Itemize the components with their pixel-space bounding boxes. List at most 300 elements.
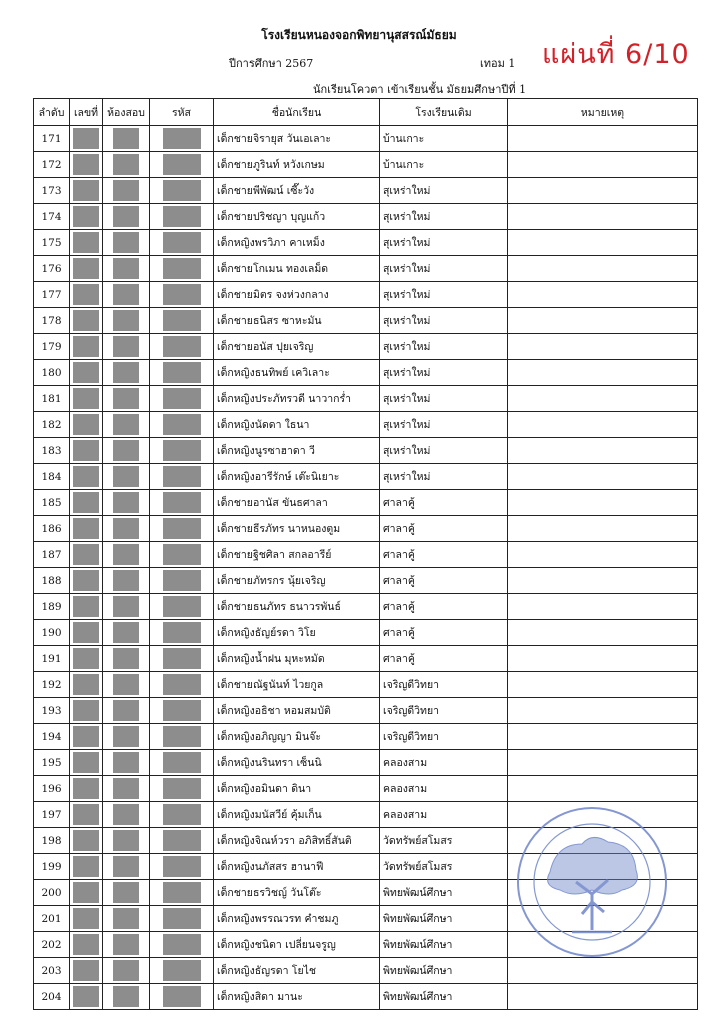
note-cell	[508, 516, 698, 542]
redaction-block	[113, 414, 139, 435]
previous-school: วัดทรัพย์สโมสร	[380, 828, 508, 854]
redaction-block	[163, 518, 201, 539]
previous-school: ศาลาคู้	[380, 516, 508, 542]
row-number: 179	[34, 334, 70, 360]
redaction-block	[163, 570, 201, 591]
redacted-id	[70, 854, 103, 880]
previous-school: คลองสาม	[380, 776, 508, 802]
redacted-room	[103, 776, 150, 802]
redaction-block	[73, 544, 99, 565]
redaction-block	[113, 830, 139, 851]
redacted-id	[70, 516, 103, 542]
redaction-block	[163, 180, 201, 201]
previous-school: พิทยพัฒน์ศึกษา	[380, 906, 508, 932]
redacted-room	[103, 152, 150, 178]
table-row	[34, 386, 698, 412]
redaction-block	[113, 596, 139, 617]
row-number: 194	[34, 724, 70, 750]
row-number: 199	[34, 854, 70, 880]
previous-school: ศาลาคู้	[380, 594, 508, 620]
redacted-room	[103, 386, 150, 412]
student-name: เด็กหญิงประภัทรวดี นาวากร่ำ	[214, 386, 380, 412]
redaction-block	[73, 830, 99, 851]
row-number: 197	[34, 802, 70, 828]
row-number: 178	[34, 308, 70, 334]
row-number: 180	[34, 360, 70, 386]
table-row	[34, 204, 698, 230]
previous-school: สุเหร่าใหม่	[380, 464, 508, 490]
redaction-block	[113, 908, 139, 929]
row-number: 191	[34, 646, 70, 672]
previous-school: สุเหร่าใหม่	[380, 308, 508, 334]
redacted-id	[70, 152, 103, 178]
student-name: เด็กชายปริชญา บุญแก้ว	[214, 204, 380, 230]
row-number: 173	[34, 178, 70, 204]
note-cell	[508, 542, 698, 568]
redaction-block	[163, 674, 201, 695]
previous-school: วัดทรัพย์สโมสร	[380, 854, 508, 880]
previous-school: พิทยพัฒน์ศึกษา	[380, 958, 508, 984]
row-number: 193	[34, 698, 70, 724]
redacted-code	[150, 490, 214, 516]
redacted-id	[70, 360, 103, 386]
redaction-block	[163, 986, 201, 1007]
redaction-block	[73, 570, 99, 591]
previous-school: สุเหร่าใหม่	[380, 360, 508, 386]
redaction-block	[163, 206, 201, 227]
redaction-block	[73, 726, 99, 747]
redaction-block	[113, 882, 139, 903]
redacted-room	[103, 360, 150, 386]
redaction-block	[113, 804, 139, 825]
redacted-code	[150, 152, 214, 178]
redaction-block	[113, 648, 139, 669]
table-row	[34, 984, 698, 1010]
redacted-code	[150, 594, 214, 620]
redaction-block	[163, 492, 201, 513]
student-name: เด็กหญิงอธิชา หอมสมบัติ	[214, 698, 380, 724]
redacted-room	[103, 802, 150, 828]
redacted-code	[150, 386, 214, 412]
redacted-room	[103, 958, 150, 984]
table-row	[34, 672, 698, 698]
note-cell	[508, 984, 698, 1010]
redacted-code	[150, 776, 214, 802]
redacted-code	[150, 906, 214, 932]
redacted-room	[103, 750, 150, 776]
student-name: เด็กชายธรวิชญ์ วันโต๊ะ	[214, 880, 380, 906]
redacted-id	[70, 594, 103, 620]
redacted-id	[70, 698, 103, 724]
redacted-id	[70, 802, 103, 828]
redacted-id	[70, 282, 103, 308]
previous-school: สุเหร่าใหม่	[380, 282, 508, 308]
redaction-block	[73, 804, 99, 825]
row-number: 172	[34, 152, 70, 178]
redaction-block	[113, 570, 139, 591]
student-name: เด็กหญิงน้ำฝน มุหะหมัด	[214, 646, 380, 672]
redaction-block	[73, 154, 99, 175]
table-row	[34, 646, 698, 672]
redacted-room	[103, 412, 150, 438]
redaction-block	[73, 674, 99, 695]
header-room: ห้องสอบ	[103, 99, 150, 126]
row-number: 192	[34, 672, 70, 698]
table-row	[34, 724, 698, 750]
redaction-block	[113, 674, 139, 695]
redacted-code	[150, 542, 214, 568]
redaction-block	[73, 934, 99, 955]
redacted-id	[70, 386, 103, 412]
redaction-block	[113, 180, 139, 201]
redacted-id	[70, 984, 103, 1010]
student-name: เด็กชายพีพัฒน์ เซี๊ะวัง	[214, 178, 380, 204]
table-row	[34, 412, 698, 438]
redacted-room	[103, 880, 150, 906]
redaction-block	[113, 986, 139, 1007]
redacted-room	[103, 308, 150, 334]
redaction-block	[73, 414, 99, 435]
redaction-block	[73, 310, 99, 331]
redaction-block	[113, 128, 139, 149]
redaction-block	[73, 388, 99, 409]
previous-school: สุเหร่าใหม่	[380, 386, 508, 412]
row-number: 196	[34, 776, 70, 802]
previous-school: คลองสาม	[380, 750, 508, 776]
redacted-room	[103, 256, 150, 282]
student-name: เด็กหญิงสิดา มานะ	[214, 984, 380, 1010]
redacted-room	[103, 646, 150, 672]
table-row	[34, 282, 698, 308]
redaction-block	[113, 934, 139, 955]
table-row	[34, 516, 698, 542]
redaction-block	[113, 258, 139, 279]
redacted-code	[150, 698, 214, 724]
redacted-room	[103, 698, 150, 724]
header-no: ลำดับ	[34, 99, 70, 126]
redacted-id	[70, 438, 103, 464]
redaction-block	[163, 856, 201, 877]
redaction-block	[113, 700, 139, 721]
note-cell	[508, 360, 698, 386]
redaction-block	[73, 180, 99, 201]
redacted-id	[70, 542, 103, 568]
redacted-code	[150, 672, 214, 698]
student-name: เด็กหญิงจิณห์วรา อภิสิทธิ์สันติ	[214, 828, 380, 854]
redaction-block	[163, 726, 201, 747]
redacted-code	[150, 178, 214, 204]
table-row	[34, 334, 698, 360]
previous-school: สุเหร่าใหม่	[380, 230, 508, 256]
previous-school: พิทยพัฒน์ศึกษา	[380, 932, 508, 958]
previous-school: ศาลาคู้	[380, 542, 508, 568]
row-number: 181	[34, 386, 70, 412]
redacted-id	[70, 620, 103, 646]
redacted-room	[103, 568, 150, 594]
redaction-block	[73, 778, 99, 799]
table-row	[34, 698, 698, 724]
note-cell	[508, 724, 698, 750]
header-school: โรงเรียนเดิม	[380, 99, 508, 126]
note-cell	[508, 334, 698, 360]
redaction-block	[73, 622, 99, 643]
row-number: 182	[34, 412, 70, 438]
redaction-block	[73, 882, 99, 903]
student-name: เด็กชายมิตร จงห่วงกลาง	[214, 282, 380, 308]
previous-school: ศาลาคู้	[380, 490, 508, 516]
student-name: เด็กหญิงชนิดา เปลี่ยนจรูญ	[214, 932, 380, 958]
note-cell	[508, 464, 698, 490]
row-number: 176	[34, 256, 70, 282]
redaction-block	[163, 908, 201, 929]
redaction-block	[73, 752, 99, 773]
table-header-row	[34, 99, 698, 126]
table-row	[34, 620, 698, 646]
row-number: 204	[34, 984, 70, 1010]
student-name: เด็กชายอานัส ขันธศาลา	[214, 490, 380, 516]
redacted-id	[70, 828, 103, 854]
student-name: เด็กชายภูรินท์ หวังเกษม	[214, 152, 380, 178]
note-cell	[508, 646, 698, 672]
redacted-code	[150, 230, 214, 256]
redaction-block	[73, 128, 99, 149]
header-note: หมายเหตุ	[508, 99, 698, 126]
redacted-room	[103, 854, 150, 880]
table-row	[34, 438, 698, 464]
redaction-block	[163, 804, 201, 825]
previous-school: สุเหร่าใหม่	[380, 438, 508, 464]
redacted-id	[70, 776, 103, 802]
table-row	[34, 152, 698, 178]
row-number: 186	[34, 516, 70, 542]
redaction-block	[113, 492, 139, 513]
note-cell	[508, 750, 698, 776]
redacted-room	[103, 204, 150, 230]
school-title: โรงเรียนหนองจอกพิทยานุสสรณ์มัธยม	[261, 28, 457, 42]
redacted-room	[103, 932, 150, 958]
redacted-id	[70, 230, 103, 256]
redacted-room	[103, 672, 150, 698]
redacted-code	[150, 438, 214, 464]
redacted-code	[150, 750, 214, 776]
row-number: 183	[34, 438, 70, 464]
table-row	[34, 360, 698, 386]
table-row	[34, 464, 698, 490]
previous-school: สุเหร่าใหม่	[380, 412, 508, 438]
redacted-id	[70, 412, 103, 438]
student-name: เด็กชายฐิชศิลา สกลอารีย์	[214, 542, 380, 568]
row-number: 174	[34, 204, 70, 230]
previous-school: สุเหร่าใหม่	[380, 204, 508, 230]
student-name: เด็กชายจิรายุส วันเอเลาะ	[214, 126, 380, 152]
note-cell	[508, 776, 698, 802]
redacted-id	[70, 932, 103, 958]
student-name: เด็กหญิงพรวิภา คาเหม็ง	[214, 230, 380, 256]
table-row	[34, 230, 698, 256]
redacted-room	[103, 334, 150, 360]
row-number: 171	[34, 126, 70, 152]
previous-school: ศาลาคู้	[380, 568, 508, 594]
redacted-id	[70, 464, 103, 490]
redaction-block	[163, 622, 201, 643]
redaction-block	[163, 544, 201, 565]
student-name: เด็กชายณัฐนันท์ ไวยกูล	[214, 672, 380, 698]
redaction-block	[163, 648, 201, 669]
redacted-room	[103, 594, 150, 620]
redacted-id	[70, 334, 103, 360]
redaction-block	[113, 726, 139, 747]
redaction-block	[113, 388, 139, 409]
redaction-block	[73, 856, 99, 877]
redacted-code	[150, 126, 214, 152]
previous-school: คลองสาม	[380, 802, 508, 828]
redaction-block	[163, 414, 201, 435]
note-cell	[508, 698, 698, 724]
row-number: 189	[34, 594, 70, 620]
redaction-block	[113, 622, 139, 643]
redaction-block	[73, 440, 99, 461]
redacted-id	[70, 204, 103, 230]
redaction-block	[73, 518, 99, 539]
redacted-code	[150, 334, 214, 360]
student-name: เด็กหญิงนูรซาฮาดา วี	[214, 438, 380, 464]
previous-school: เจริญดีวิทยา	[380, 698, 508, 724]
row-number: 200	[34, 880, 70, 906]
row-number: 177	[34, 282, 70, 308]
redacted-code	[150, 464, 214, 490]
redacted-id	[70, 750, 103, 776]
redaction-block	[163, 128, 201, 149]
redaction-block	[163, 336, 201, 357]
redaction-block	[113, 544, 139, 565]
note-cell	[508, 490, 698, 516]
table-row	[34, 542, 698, 568]
note-cell	[508, 412, 698, 438]
table-row	[34, 256, 698, 282]
redacted-id	[70, 646, 103, 672]
redaction-block	[113, 518, 139, 539]
table-row	[34, 308, 698, 334]
note-cell	[508, 256, 698, 282]
row-number: 195	[34, 750, 70, 776]
redaction-block	[73, 596, 99, 617]
redaction-block	[163, 960, 201, 981]
student-name: เด็กหญิงนรินทรา เซ็นนิ	[214, 750, 380, 776]
student-name: เด็กหญิงนัดดา ใธนา	[214, 412, 380, 438]
redaction-block	[73, 284, 99, 305]
note-cell	[508, 620, 698, 646]
redaction-block	[113, 310, 139, 331]
row-number: 202	[34, 932, 70, 958]
school-seal-stamp	[512, 802, 672, 962]
redacted-id	[70, 672, 103, 698]
redaction-block	[163, 700, 201, 721]
previous-school: พิทยพัฒน์ศึกษา	[380, 984, 508, 1010]
note-cell	[508, 204, 698, 230]
redaction-block	[113, 466, 139, 487]
redacted-room	[103, 230, 150, 256]
redaction-block	[113, 284, 139, 305]
redacted-code	[150, 412, 214, 438]
previous-school: บ้านเกาะ	[380, 152, 508, 178]
student-name: เด็กหญิงธัญรดา โยไช	[214, 958, 380, 984]
redacted-code	[150, 724, 214, 750]
redaction-block	[163, 362, 201, 383]
redacted-room	[103, 178, 150, 204]
student-name: เด็กหญิงอมินดา ดินา	[214, 776, 380, 802]
header-id: เลขที่	[70, 99, 103, 126]
redaction-block	[163, 284, 201, 305]
redacted-id	[70, 958, 103, 984]
redacted-code	[150, 516, 214, 542]
note-cell	[508, 152, 698, 178]
redaction-block	[163, 882, 201, 903]
table-row	[34, 594, 698, 620]
redaction-block	[73, 232, 99, 253]
note-cell	[508, 386, 698, 412]
note-cell	[508, 282, 698, 308]
redaction-block	[73, 336, 99, 357]
redacted-room	[103, 620, 150, 646]
redaction-block	[73, 700, 99, 721]
redacted-room	[103, 516, 150, 542]
student-name: เด็กชายโกเมน ทองเลม็ด	[214, 256, 380, 282]
header-code: รหัส	[150, 99, 214, 126]
student-name: เด็กชายธนภัทร ธนาวรพันธ์	[214, 594, 380, 620]
student-name: เด็กหญิงอารีรักษ์ เต๊ะนิเยาะ	[214, 464, 380, 490]
redacted-id	[70, 568, 103, 594]
redaction-block	[113, 154, 139, 175]
redacted-code	[150, 282, 214, 308]
redacted-id	[70, 308, 103, 334]
student-name: เด็กหญิงนภัสสร ฮานาฟี	[214, 854, 380, 880]
student-name: เด็กชายภัทรกร นุ้ยเจริญ	[214, 568, 380, 594]
redaction-block	[73, 206, 99, 227]
redaction-block	[113, 752, 139, 773]
table-row	[34, 568, 698, 594]
table-row	[34, 490, 698, 516]
table-row	[34, 178, 698, 204]
row-number: 203	[34, 958, 70, 984]
redacted-room	[103, 542, 150, 568]
row-number: 198	[34, 828, 70, 854]
student-name: เด็กหญิงธัญย์รดา วิโย	[214, 620, 380, 646]
table-row	[34, 776, 698, 802]
redacted-room	[103, 906, 150, 932]
student-name: เด็กหญิงอภิญญา มินจ๊ะ	[214, 724, 380, 750]
redaction-block	[163, 778, 201, 799]
redaction-block	[163, 830, 201, 851]
student-name: เด็กหญิงมนัสวีย์ คุ้มเก็น	[214, 802, 380, 828]
previous-school: ศาลาคู้	[380, 620, 508, 646]
redacted-code	[150, 984, 214, 1010]
redacted-code	[150, 204, 214, 230]
previous-school: เจริญดีวิทยา	[380, 724, 508, 750]
note-cell	[508, 438, 698, 464]
redaction-block	[163, 154, 201, 175]
redacted-code	[150, 646, 214, 672]
redaction-block	[73, 258, 99, 279]
redaction-block	[163, 258, 201, 279]
previous-school: ศาลาคู้	[380, 646, 508, 672]
redaction-block	[163, 752, 201, 773]
redaction-block	[73, 492, 99, 513]
redacted-id	[70, 256, 103, 282]
row-number: 188	[34, 568, 70, 594]
redacted-id	[70, 880, 103, 906]
student-name: เด็กชายธนิสร ซาหะมัน	[214, 308, 380, 334]
redaction-block	[163, 596, 201, 617]
